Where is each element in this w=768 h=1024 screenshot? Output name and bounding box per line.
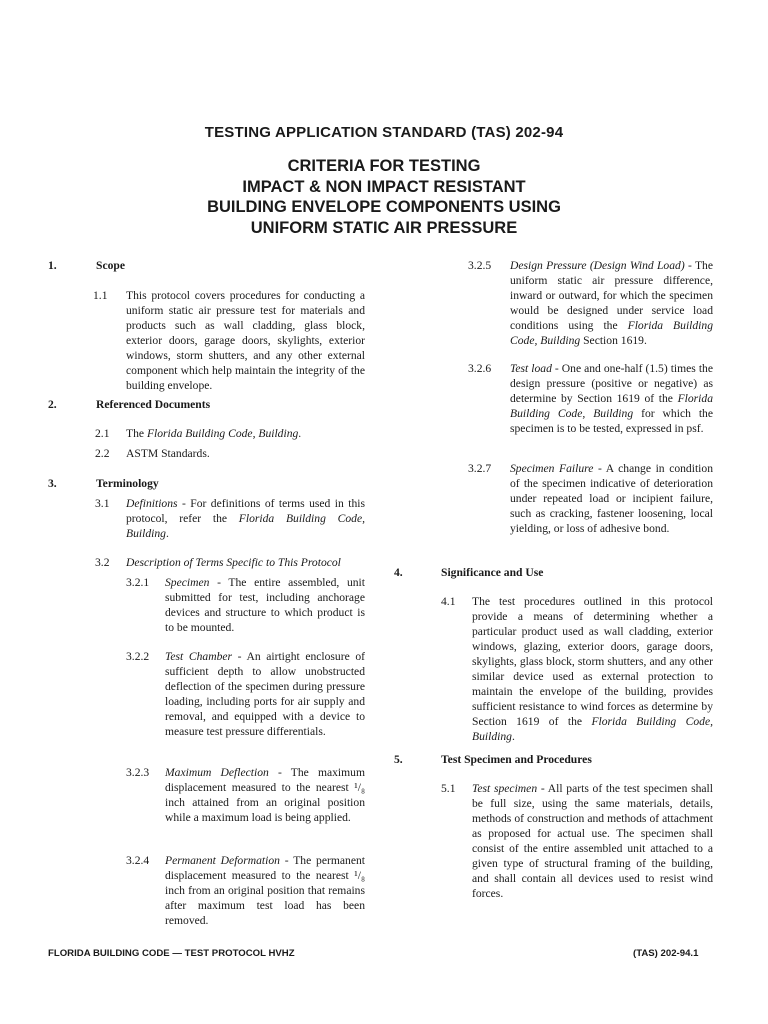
footer-page-number: (TAS) 202-94.1 (633, 948, 699, 959)
clause-number: 3.2.1 (126, 576, 150, 589)
clause-text: Design Pressure (Design Wind Load) - The uniform static air pressure difference, inward or outward, for which the specimen would be designed under service load conditions using the Florida Building Code, Building Section 1619. (510, 259, 713, 347)
section-heading: Significance and Use (441, 566, 544, 579)
clause-number: 4.1 (441, 595, 456, 608)
clause-number: 3.2 (95, 556, 110, 569)
criteria-title (0, 156, 768, 238)
clause-number: 3.1 (95, 497, 110, 510)
clause-text: Test Chamber - An airtight enclosure of sufficient depth to allow unobstructed deflection of the specimen during pressure loading, including ports for air supply and removal, and equipped with a device to measure test pressure differentials. (165, 650, 365, 738)
clause-number: 5.1 (441, 782, 456, 795)
clause-text: Specimen Failure - A change in condition of the specimen indicative of deterioration under repeated load or incipient failure, such as cracking, fastener loosening, local yielding, or loss of adhesive bond. (510, 462, 713, 535)
clause-text: ASTM Standards. (126, 447, 210, 460)
section-heading: Referenced Documents (96, 398, 211, 411)
code-reference: Florida Building Code, Building (472, 715, 713, 743)
criteria-line: CRITERIA FOR TESTING (287, 157, 481, 175)
clause-text: Permanent Deformation - The permanent displacement measured to the nearest ¹/₈ inch from an original position that remains after maximum test load has been removed. (165, 854, 365, 927)
code-reference: Florida Building Code, Building (146, 427, 299, 440)
clause-text: The Florida Building Code, Building. (126, 427, 302, 440)
section-number: 1. (48, 259, 57, 272)
clause-text: Specimen - The entire assembled, unit submitted for test, including anchorage devices and structure to which product is to be mounted. (165, 576, 365, 634)
code-reference: Florida Building Code, Building (510, 319, 713, 347)
clause-text: Test specimen - All parts of the test specimen shall be full size, using the same materials, details, methods of construction and methods of attachment as proposed for actual use. The specimen shall consist of the entire assembled unit attached to a given type of structural framing of the building, and shall contain all devices used to resist wind forces. (472, 782, 713, 900)
term: Specimen (165, 576, 210, 589)
term: Definitions (126, 497, 178, 510)
clause-text: The test procedures outlined in this protocol provide a means of determining whether a particular product used as wall cladding, exterior windows, glazing, exterior doors, garage doors, skylights, glass block, storm shutters, and any other similar device used as external protection to maintain the envelope of the building, provides sufficient resistance to wind forces as determine by Section 1619 of the Florida Building Code, Building. (472, 595, 713, 743)
section-heading: Terminology (96, 477, 159, 490)
section-number: 2. (48, 398, 57, 411)
term: Maximum Deflection (165, 766, 269, 779)
clause-text: Definitions - For definitions of terms used in this protocol, refer the Florida Building Code, Building. (126, 497, 365, 540)
criteria-line: UNIFORM STATIC AIR PRESSURE (250, 218, 518, 237)
criteria-line: BUILDING ENVELOPE COMPONENTS USING (207, 198, 561, 216)
term: Design Pressure (Design Wind Load) (510, 259, 685, 272)
criteria-line: IMPACT & NON IMPACT RESISTANT (242, 177, 526, 196)
clause-text: This protocol covers procedures for conducting a uniform static air pressure test for materials and products such as wall cladding, glass block, exterior doors, garage doors, skylights, exterior windows, storm shutters, and any other external component which help maintain the integrity of the building envelope. (126, 289, 365, 392)
clause-number: 1.1 (93, 289, 108, 302)
subsection-heading: Description of Terms Specific to This Protocol (126, 556, 341, 569)
term: Test specimen (472, 782, 538, 795)
term: Specimen Failure (510, 462, 594, 475)
clause-number: 3.2.4 (126, 854, 150, 867)
section-heading: Scope (96, 259, 125, 272)
term: Test load (510, 362, 552, 375)
clause-number: 2.1 (95, 427, 110, 440)
section-heading: Test Specimen and Procedures (441, 753, 592, 766)
standard-title: TESTING APPLICATION STANDARD (TAS) 202-94 (204, 124, 564, 141)
clause-number: 3.2.5 (468, 259, 492, 272)
footer-left: FLORIDA BUILDING CODE — TEST PROTOCOL HVHZ (48, 948, 295, 959)
code-reference: Florida Building Code, Building (126, 512, 365, 540)
clause-text: Test load - One and one-half (1.5) times the design pressure (positive or negative) as determine by Section 1619 of the Florida Building Code, Building for which the specimen is to be tested, expressed in psf. (510, 362, 713, 435)
clause-number: 3.2.2 (126, 650, 150, 663)
clause-number: 3.2.6 (468, 362, 492, 375)
clause-number: 3.2.7 (468, 462, 492, 475)
code-reference: Florida Building Code, Building (510, 392, 713, 420)
section-number: 5. (394, 753, 403, 766)
section-number: 4. (394, 566, 403, 579)
section-number: 3. (48, 477, 57, 490)
clause-number: 3.2.3 (126, 766, 150, 779)
clause-number: 2.2 (95, 447, 110, 460)
clause-text: Maximum Deflection - The maximum displacement measured to the nearest ¹/₈ inch attained from an original position while a maximum load is being applied. (165, 766, 365, 824)
term: Test Chamber (165, 650, 233, 663)
term: Permanent Deformation (165, 854, 280, 867)
